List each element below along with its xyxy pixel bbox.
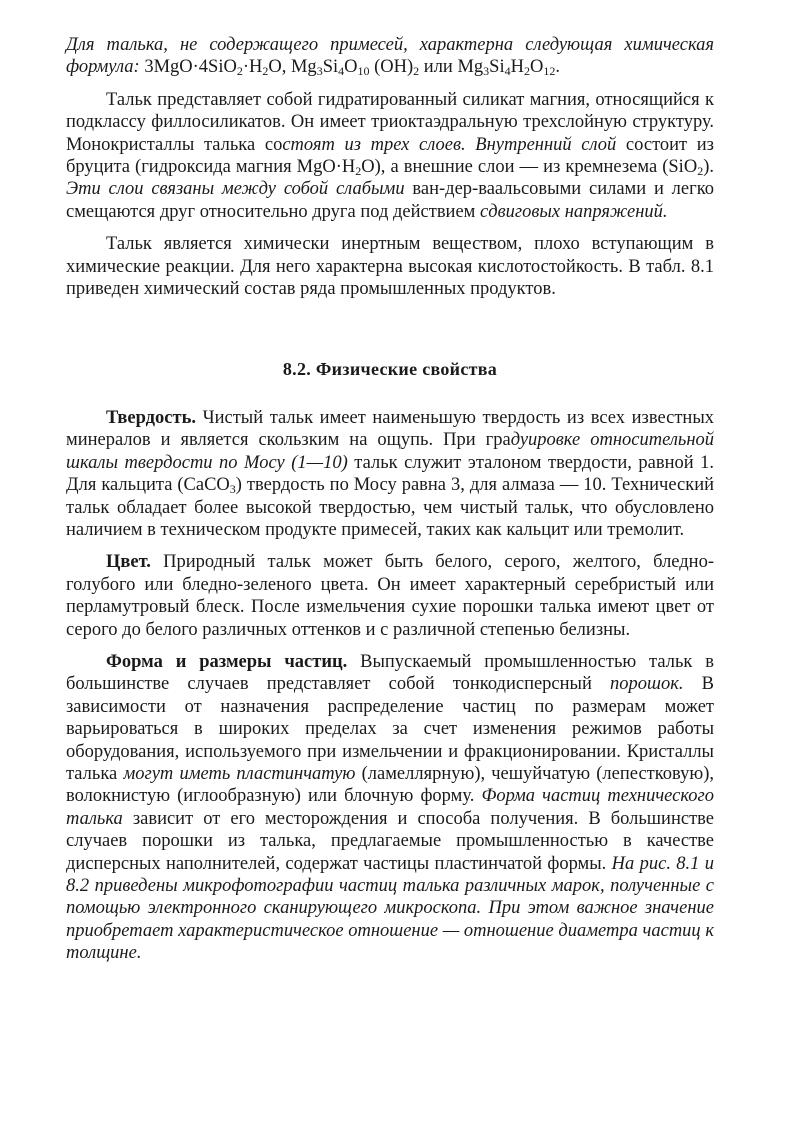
formula-text: (OH)	[369, 57, 414, 78]
text: тальк служит эталоном твердости, равной 1. Для кальцита (CaCO	[66, 452, 714, 496]
formula-text: ·H	[242, 57, 263, 78]
text-italic: порошок.	[610, 674, 684, 695]
text: состоит из бруцита (гидроксида магния MgO·H	[66, 134, 714, 178]
section-heading: 8.2. Физические свойства	[282, 359, 498, 380]
formula-text: 3MgO·4SiO	[139, 57, 237, 78]
formula-text: .	[555, 57, 560, 78]
paragraph-formula	[66, 34, 714, 79]
text-italic: На рис. 8.1 и 8.2 приведены микрофотографии частиц талька различных марок, полученные с помощью электронного сканирующего микроскопа. При этом важное значение приобретает характеристическое отношение — отношение диаметра частиц к толщине.	[66, 853, 714, 964]
text-italic: могут иметь пластинчатую	[123, 763, 356, 784]
text: Тальк является химически инертным веществом, плохо вступающим в химические реакции. Для него характерна высокая кислотостойкость. В табл. 8.1 приведен химический состав ряда промышленных продуктов.	[66, 234, 714, 300]
formula-text: O, Mg	[268, 57, 317, 78]
formula-text: Si	[322, 57, 339, 78]
paragraph-structure	[66, 89, 714, 223]
formula-text: H	[510, 57, 524, 78]
subscript: 2	[236, 64, 243, 79]
text-bold: Твердость.	[106, 407, 196, 428]
subscript: 2	[523, 64, 530, 79]
paragraph-chemical	[66, 233, 714, 300]
formula-text: или Mg	[419, 57, 484, 78]
text: Тальк представляет собой гидратированный силикат магния, относящийся к подклассу филлосиликатов. Он имеет триоктаэдральную трехслойную структуру. Монокристаллы талька со	[66, 89, 714, 155]
text-italic: стоят из трех слоев. Внутренний слой	[282, 134, 617, 155]
text: зависит от его месторождения и способа получения. В большинстве случаев порошки из талька, предлагаемые промышленностью в качестве дисперсных наполнителей, содержат частицы пластинчатой формы.	[66, 808, 714, 874]
formula-text: O	[344, 57, 358, 78]
text: (ламеллярную), чешуйчатую (лепестковую), волокнистую (иглообразную) или блочную форму.	[66, 763, 715, 807]
text-italic: Для талька, не содержащего примесей, характерна следующая химическая формула:	[66, 35, 714, 78]
subscript: 4	[504, 64, 511, 79]
paragraph-hardness	[66, 407, 714, 541]
subscript: 3	[316, 64, 323, 79]
text-bold: Форма и размеры частиц.	[106, 651, 348, 672]
subscript: 2	[413, 64, 420, 79]
text: ) твердость по Мосу равна 3, для алмаза — 10. Технический тальк обладает более высокой твердостью, чем чистый тальк, что обусловлено наличием в техническом продукте примесей, таких как кальцит или тремолит.	[66, 475, 714, 540]
paragraph-particles	[66, 651, 714, 965]
text: Выпускаемый промышленностью тальк в большинстве случаев представляет собой тонкодисперсный	[66, 651, 714, 695]
text-bold: Цвет.	[106, 552, 151, 573]
text: ).	[703, 157, 714, 178]
text: Природный тальк может быть белого, серого, желтого, бледно-голубого или бледно-зеленого цвета. Он имеет характерный серебристый или перламутровый блеск. После измельчения сухие порошки талька имеют цвет от серого до белого различных оттенков и с различной степенью белизны.	[66, 552, 714, 640]
text-italic: Эти слои связаны между собой слабыми	[66, 179, 405, 200]
formula-text: O	[529, 57, 544, 78]
subscript: 12	[543, 64, 556, 79]
text: ван-дер-ваальсовыми силами и легко смещаются друг относительно друга под действием	[66, 179, 714, 222]
text-italic: сдвиговых напряжений.	[480, 201, 668, 222]
subscript: 10	[357, 64, 370, 79]
formula-text: Si	[489, 57, 505, 78]
subscript: 3	[229, 482, 236, 497]
text-italic: дуировке относительной шкалы твердости по Мосу (1—10)	[66, 430, 714, 473]
text: Чистый тальк имеет наименьшую твердость из всех известных минералов и является скользким на ощупь. При гра	[66, 407, 714, 451]
document-page	[66, 34, 714, 965]
subscript: 4	[338, 64, 345, 79]
subscript: 2	[262, 64, 269, 79]
subscript: 2	[355, 164, 362, 179]
text: O), а внешние слои — из кремнезема (SiO	[361, 157, 698, 178]
paragraph-color	[66, 551, 714, 641]
text-italic: Форма частиц технического талька	[66, 786, 715, 829]
subscript: 3	[483, 64, 490, 79]
text: В зависимости от назначения распределение частиц по размерам может варьироваться в широких пределах за счет изменения режимов работы оборудования, используемого при измельчении и фракционировании. Кристаллы талька	[66, 674, 714, 784]
subscript: 2	[697, 164, 704, 179]
